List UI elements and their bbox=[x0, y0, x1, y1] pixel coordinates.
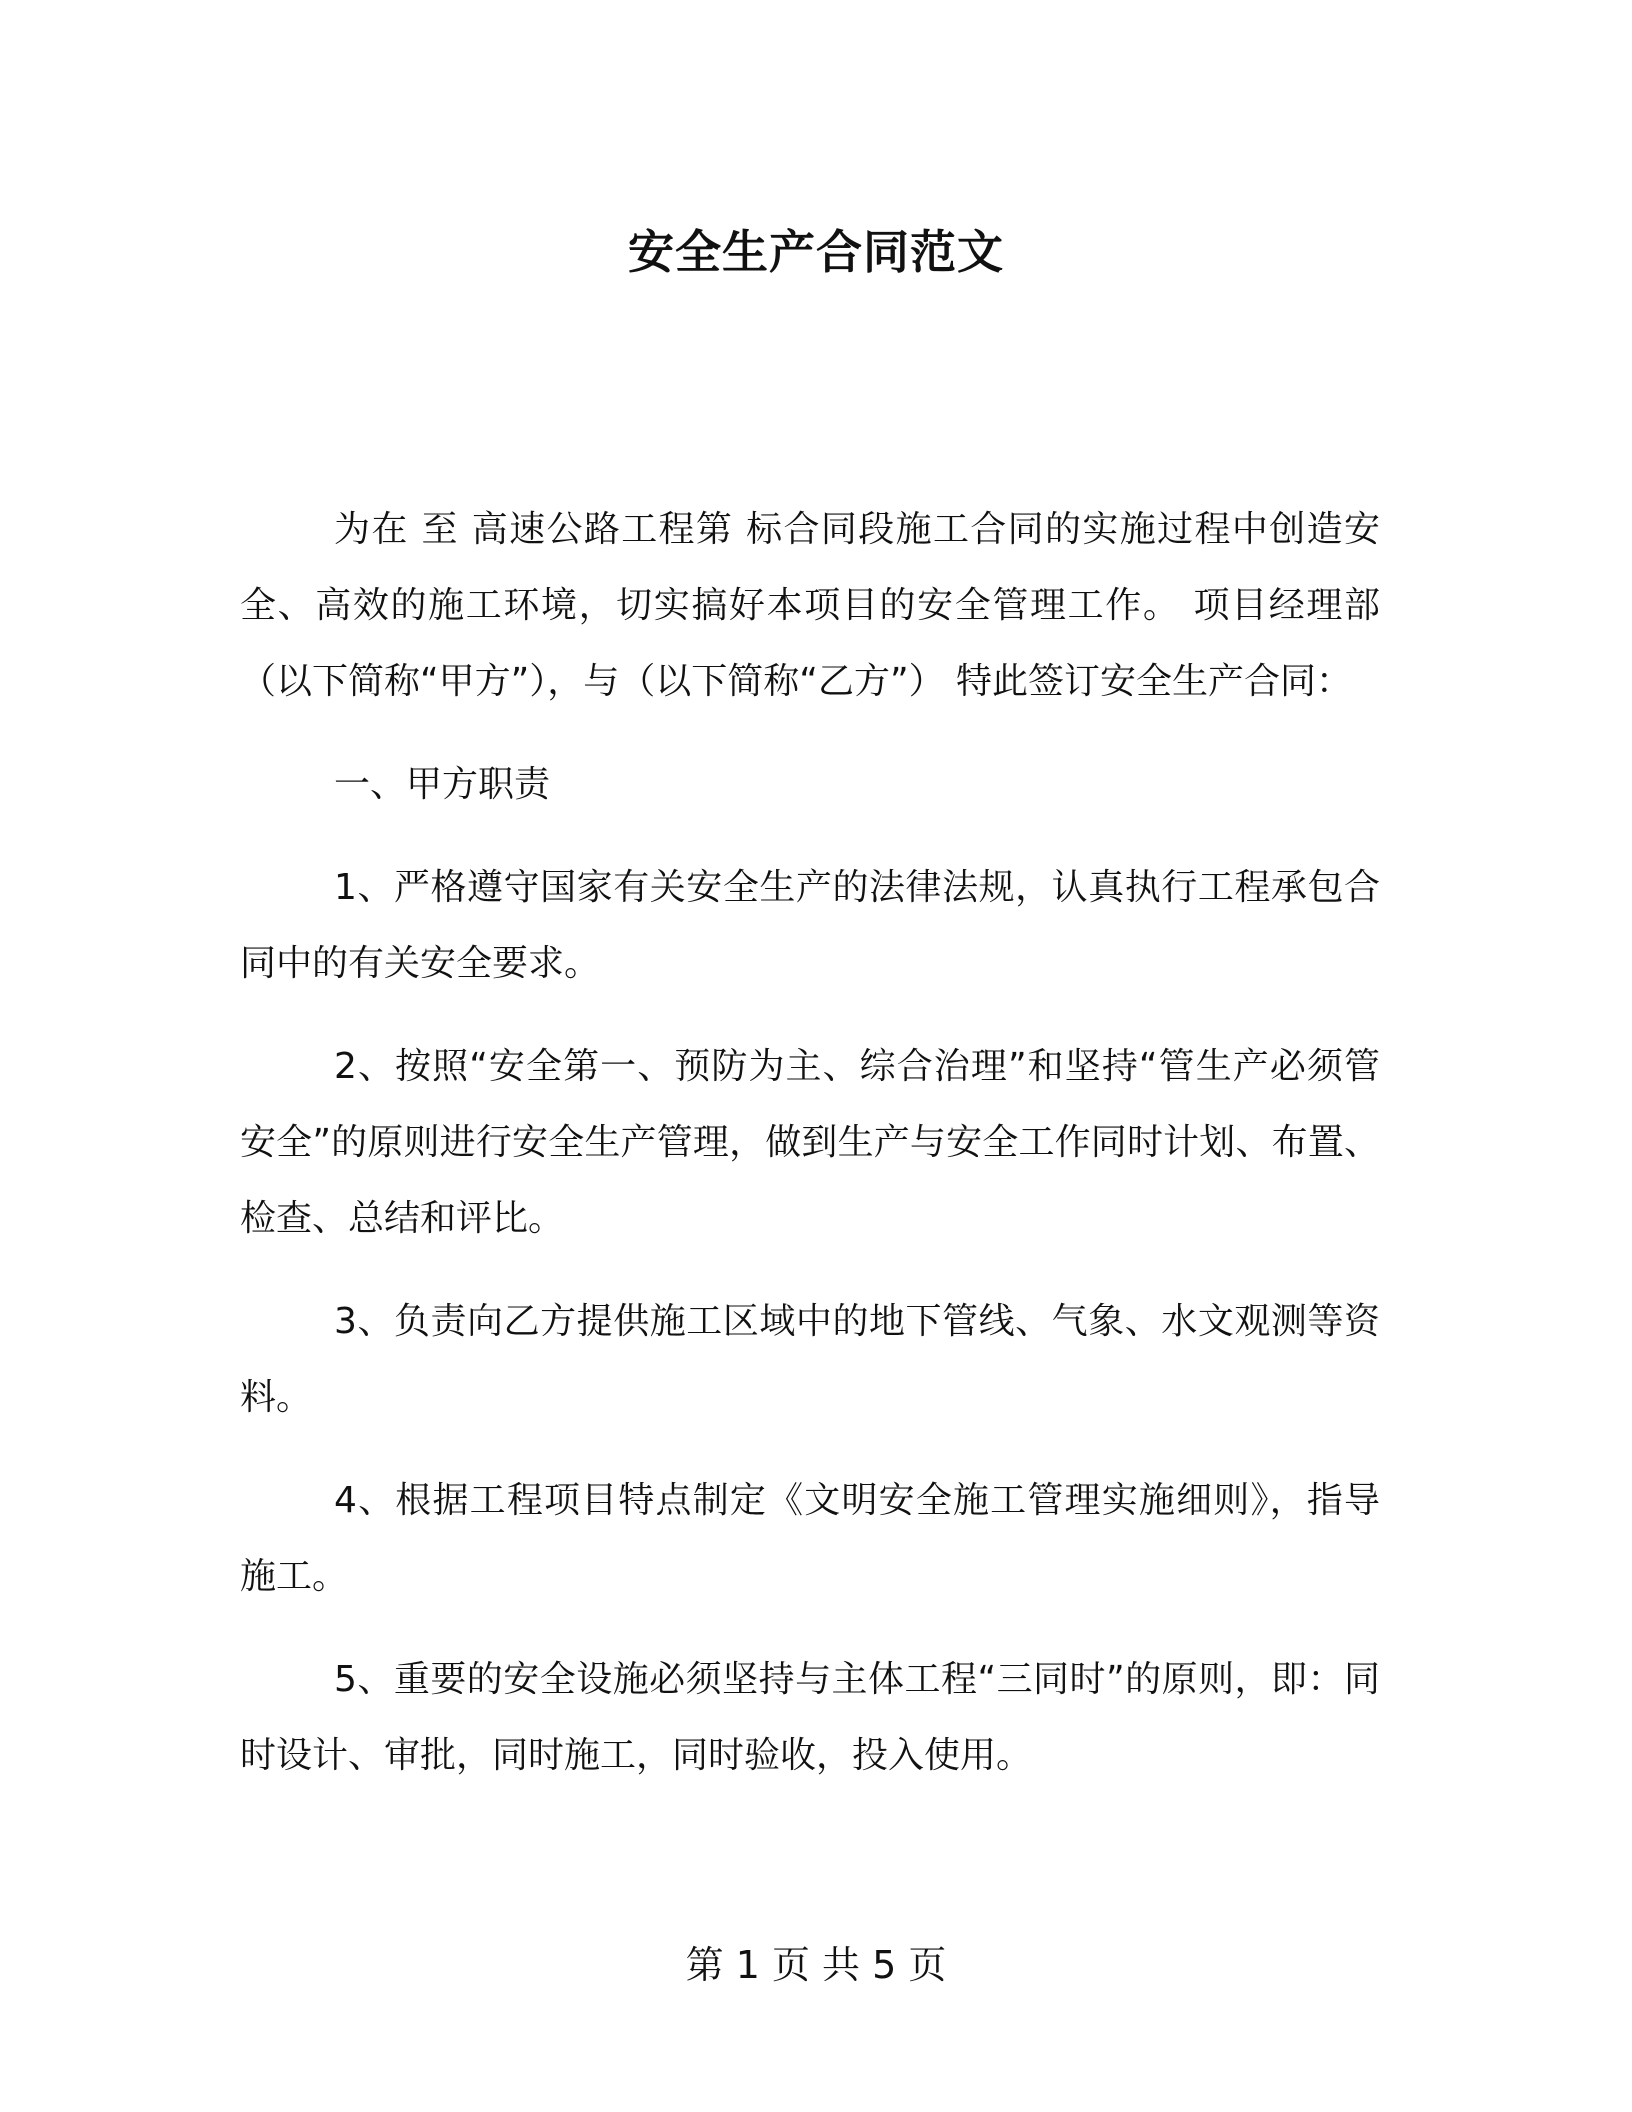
list-item: 2、按照“安全第一、预防为主、综合治理”和坚持“管生产必须管安全”的原则进行安全生产管理，做到生产与安全工作同时计划、布置、检查、总结和评比。 bbox=[240, 1046, 1380, 1239]
page-number: 第 1 页 共 5 页 bbox=[685, 1943, 947, 1987]
document-body bbox=[240, 492, 1380, 1794]
document-title: 安全生产合同范文 bbox=[628, 225, 1004, 279]
list-item: 3、负责向乙方提供施工区域中的地下管线、气象、水文观测等资料。 bbox=[240, 1301, 1380, 1418]
section-heading: 一、甲方职责 bbox=[334, 764, 551, 805]
list-item: 4、根据工程项目特点制定《文明安全施工管理实施细则》，指导施工。 bbox=[240, 1480, 1380, 1597]
list-item: 1、严格遵守国家有关安全生产的法律法规，认真执行工程承包合同中的有关安全要求。 bbox=[240, 867, 1380, 984]
list-item: 5、重要的安全设施必须坚持与主体工程“三同时”的原则，即：同时设计、审批，同时施工，同时验收，投入使用。 bbox=[240, 1659, 1380, 1776]
intro-paragraph: 为在 至 高速公路工程第 标合同段施工合同的实施过程中创造安全、高效的施工环境，切实搞好本项目的安全管理工作。 项目经理部（以下简称“甲方”），与（以下简称“乙方”） 特此签订安全生产合同： bbox=[240, 509, 1380, 702]
